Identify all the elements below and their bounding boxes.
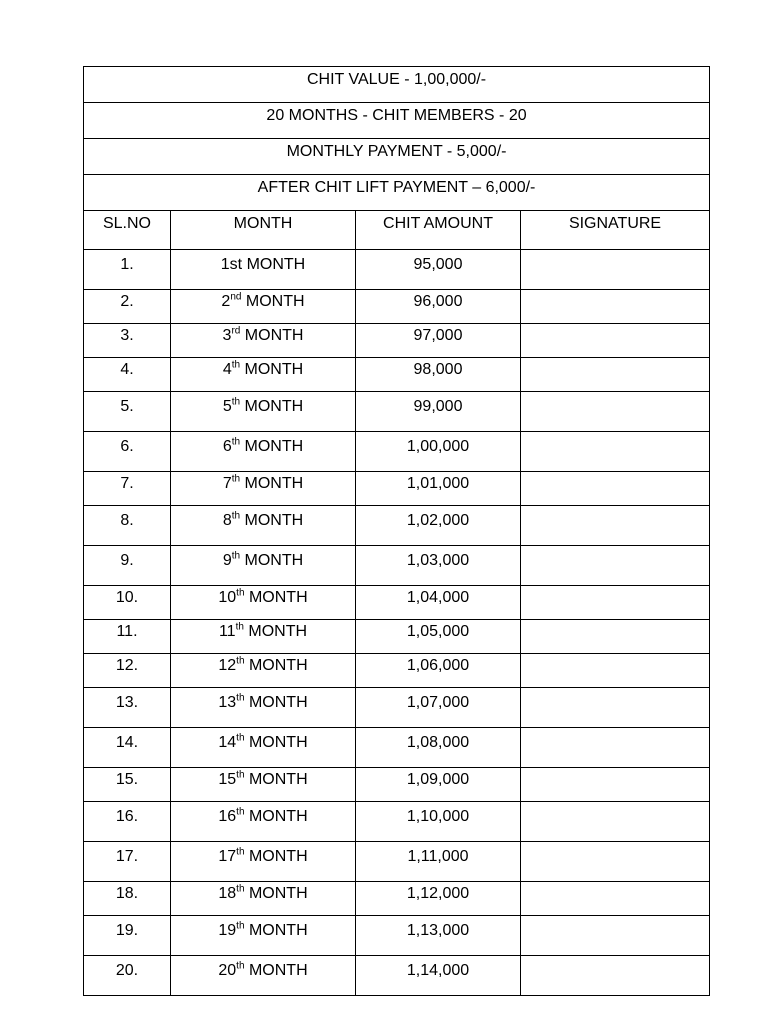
row-month xyxy=(171,392,356,432)
row-sl-no: 8. xyxy=(84,506,171,546)
row-chit-amount: 1,12,000 xyxy=(356,882,521,916)
row-sl-no: 11. xyxy=(84,620,171,654)
row-month xyxy=(171,290,356,324)
month-word: MONTH xyxy=(244,552,304,569)
row-chit-amount: 1,01,000 xyxy=(356,472,521,506)
row-signature-cell xyxy=(521,620,710,654)
month-word: MONTH xyxy=(244,398,304,415)
month-ordinal-suffix: nd xyxy=(230,291,242,303)
row-signature-cell xyxy=(521,842,710,882)
table-row xyxy=(84,586,710,620)
month-number: 15 xyxy=(218,771,237,788)
month-word: MONTH xyxy=(244,327,304,344)
month-number: 9 xyxy=(222,552,232,569)
header-chit-amount: CHIT AMOUNT xyxy=(356,211,521,250)
month-word: MONTH xyxy=(248,885,308,902)
row-month xyxy=(171,506,356,546)
month-ordinal-suffix: th xyxy=(231,436,241,448)
row-sl-no: 1. xyxy=(84,250,171,290)
row-signature-cell xyxy=(521,688,710,728)
month-ordinal-suffix: th xyxy=(236,806,245,818)
row-sl-no: 18. xyxy=(84,882,171,916)
month-ordinal-suffix: th xyxy=(231,550,241,562)
after-lift-row xyxy=(84,175,710,211)
row-chit-amount: 1,13,000 xyxy=(356,916,521,956)
month-word: MONTH xyxy=(244,512,304,529)
month-number: 8 xyxy=(222,512,232,529)
row-sl-no: 13. xyxy=(84,688,171,728)
members-text: 20 MONTHS - CHIT MEMBERS - 20 xyxy=(84,103,710,139)
table-row xyxy=(84,324,710,358)
row-month xyxy=(171,916,356,956)
header-signature: SIGNATURE xyxy=(521,211,710,250)
table-row xyxy=(84,688,710,728)
row-signature-cell xyxy=(521,956,710,996)
row-signature-cell xyxy=(521,882,710,916)
row-month xyxy=(171,432,356,472)
table-row xyxy=(84,392,710,432)
table-row xyxy=(84,620,710,654)
row-month xyxy=(171,324,356,358)
row-chit-amount: 1,09,000 xyxy=(356,768,521,802)
month-number: 19 xyxy=(218,922,237,939)
month-number: 13 xyxy=(218,694,237,711)
row-signature-cell xyxy=(521,546,710,586)
month-word: MONTH xyxy=(248,589,308,606)
row-month xyxy=(171,802,356,842)
table-row xyxy=(84,358,710,392)
monthly-payment-text: MONTHLY PAYMENT - 5,000/- xyxy=(84,139,710,175)
month-word: MONTH xyxy=(244,361,304,378)
table-row xyxy=(84,432,710,472)
row-month xyxy=(171,728,356,768)
row-month xyxy=(171,956,356,996)
month-ordinal-suffix: rd xyxy=(231,325,241,337)
row-sl-no: 15. xyxy=(84,768,171,802)
table-row xyxy=(84,768,710,802)
month-number: 16 xyxy=(218,808,237,825)
row-month xyxy=(171,654,356,688)
table-row xyxy=(84,916,710,956)
month-number: 17 xyxy=(218,848,237,865)
month-number: 10 xyxy=(218,589,237,606)
month-number: 6 xyxy=(222,438,232,455)
row-sl-no: 2. xyxy=(84,290,171,324)
month-number: 5 xyxy=(222,398,232,415)
table-row xyxy=(84,654,710,688)
row-signature-cell xyxy=(521,324,710,358)
after-lift-text: AFTER CHIT LIFT PAYMENT – 6,000/- xyxy=(84,175,710,211)
chit-schedule-table xyxy=(83,66,710,996)
month-word: MONTH xyxy=(248,922,308,939)
month-number: 7 xyxy=(222,475,232,492)
month-number: 1st xyxy=(220,256,243,273)
row-signature-cell xyxy=(521,472,710,506)
row-chit-amount: 1,06,000 xyxy=(356,654,521,688)
schedule-rows xyxy=(84,250,710,996)
row-signature-cell xyxy=(521,916,710,956)
month-number: 11 xyxy=(218,623,236,640)
table-row xyxy=(84,250,710,290)
row-chit-amount: 1,08,000 xyxy=(356,728,521,768)
table-row xyxy=(84,956,710,996)
row-month xyxy=(171,586,356,620)
row-sl-no: 5. xyxy=(84,392,171,432)
table-row xyxy=(84,802,710,842)
month-word: MONTH xyxy=(244,438,304,455)
row-month xyxy=(171,842,356,882)
table-row xyxy=(84,290,710,324)
month-word: MONTH xyxy=(248,657,308,674)
column-header-row xyxy=(84,211,710,250)
row-chit-amount: 1,04,000 xyxy=(356,586,521,620)
header-month: MONTH xyxy=(171,211,356,250)
month-number: 20 xyxy=(218,962,237,979)
row-chit-amount: 1,07,000 xyxy=(356,688,521,728)
month-ordinal-suffix: th xyxy=(235,621,244,633)
row-sl-no: 12. xyxy=(84,654,171,688)
month-word: MONTH xyxy=(248,808,308,825)
row-sl-no: 10. xyxy=(84,586,171,620)
table-row xyxy=(84,546,710,586)
month-word: MONTH xyxy=(246,256,306,273)
row-chit-amount: 96,000 xyxy=(356,290,521,324)
row-signature-cell xyxy=(521,358,710,392)
row-signature-cell xyxy=(521,802,710,842)
monthly-payment-row xyxy=(84,139,710,175)
table-row xyxy=(84,728,710,768)
row-signature-cell xyxy=(521,728,710,768)
row-signature-cell xyxy=(521,506,710,546)
month-word: MONTH xyxy=(248,623,308,640)
table-row xyxy=(84,842,710,882)
row-chit-amount: 95,000 xyxy=(356,250,521,290)
month-ordinal-suffix: th xyxy=(231,396,241,408)
chit-value-text: CHIT VALUE - 1,00,000/- xyxy=(84,67,710,103)
month-ordinal-suffix: th xyxy=(236,846,245,858)
month-word: MONTH xyxy=(245,293,305,310)
month-ordinal-suffix: th xyxy=(236,655,245,667)
row-signature-cell xyxy=(521,290,710,324)
row-sl-no: 14. xyxy=(84,728,171,768)
row-month xyxy=(171,546,356,586)
month-number: 18 xyxy=(218,885,237,902)
month-ordinal-suffix: th xyxy=(236,920,245,932)
row-chit-amount: 99,000 xyxy=(356,392,521,432)
month-ordinal-suffix: th xyxy=(236,883,245,895)
row-sl-no: 9. xyxy=(84,546,171,586)
row-month xyxy=(171,768,356,802)
month-ordinal-suffix: th xyxy=(236,769,245,781)
row-chit-amount: 1,03,000 xyxy=(356,546,521,586)
row-sl-no: 7. xyxy=(84,472,171,506)
month-ordinal-suffix: th xyxy=(236,960,245,972)
table-row xyxy=(84,472,710,506)
month-word: MONTH xyxy=(248,848,308,865)
month-ordinal-suffix: th xyxy=(231,473,241,485)
row-sl-no: 16. xyxy=(84,802,171,842)
row-month xyxy=(171,358,356,392)
month-ordinal-suffix: th xyxy=(231,359,241,371)
month-ordinal-suffix: th xyxy=(236,587,245,599)
month-ordinal-suffix: th xyxy=(236,692,245,704)
row-signature-cell xyxy=(521,432,710,472)
month-word: MONTH xyxy=(248,962,308,979)
header-sl-no: SL.NO xyxy=(84,211,171,250)
month-number: 4 xyxy=(222,361,232,378)
row-month xyxy=(171,688,356,728)
members-row xyxy=(84,103,710,139)
month-number: 14 xyxy=(218,734,237,751)
row-sl-no: 4. xyxy=(84,358,171,392)
row-month xyxy=(171,472,356,506)
row-chit-amount: 1,14,000 xyxy=(356,956,521,996)
row-chit-amount: 1,02,000 xyxy=(356,506,521,546)
month-ordinal-suffix: th xyxy=(231,510,241,522)
row-chit-amount: 97,000 xyxy=(356,324,521,358)
month-ordinal-suffix: th xyxy=(236,732,245,744)
row-signature-cell xyxy=(521,250,710,290)
month-word: MONTH xyxy=(248,694,308,711)
row-sl-no: 20. xyxy=(84,956,171,996)
row-chit-amount: 1,10,000 xyxy=(356,802,521,842)
row-signature-cell xyxy=(521,392,710,432)
month-number: 12 xyxy=(218,657,237,674)
row-month xyxy=(171,882,356,916)
row-chit-amount: 1,00,000 xyxy=(356,432,521,472)
table-row xyxy=(84,506,710,546)
row-month xyxy=(171,620,356,654)
row-chit-amount: 1,05,000 xyxy=(356,620,521,654)
row-sl-no: 6. xyxy=(84,432,171,472)
month-number: 2 xyxy=(221,293,231,310)
month-number: 3 xyxy=(222,327,232,344)
row-sl-no: 17. xyxy=(84,842,171,882)
row-signature-cell xyxy=(521,654,710,688)
month-word: MONTH xyxy=(248,734,308,751)
table-row xyxy=(84,882,710,916)
chit-value-row xyxy=(84,67,710,103)
row-signature-cell xyxy=(521,586,710,620)
row-signature-cell xyxy=(521,768,710,802)
row-sl-no: 3. xyxy=(84,324,171,358)
row-month xyxy=(171,250,356,290)
month-word: MONTH xyxy=(248,771,308,788)
row-sl-no: 19. xyxy=(84,916,171,956)
row-chit-amount: 1,11,000 xyxy=(356,842,521,882)
month-word: MONTH xyxy=(244,475,304,492)
row-chit-amount: 98,000 xyxy=(356,358,521,392)
